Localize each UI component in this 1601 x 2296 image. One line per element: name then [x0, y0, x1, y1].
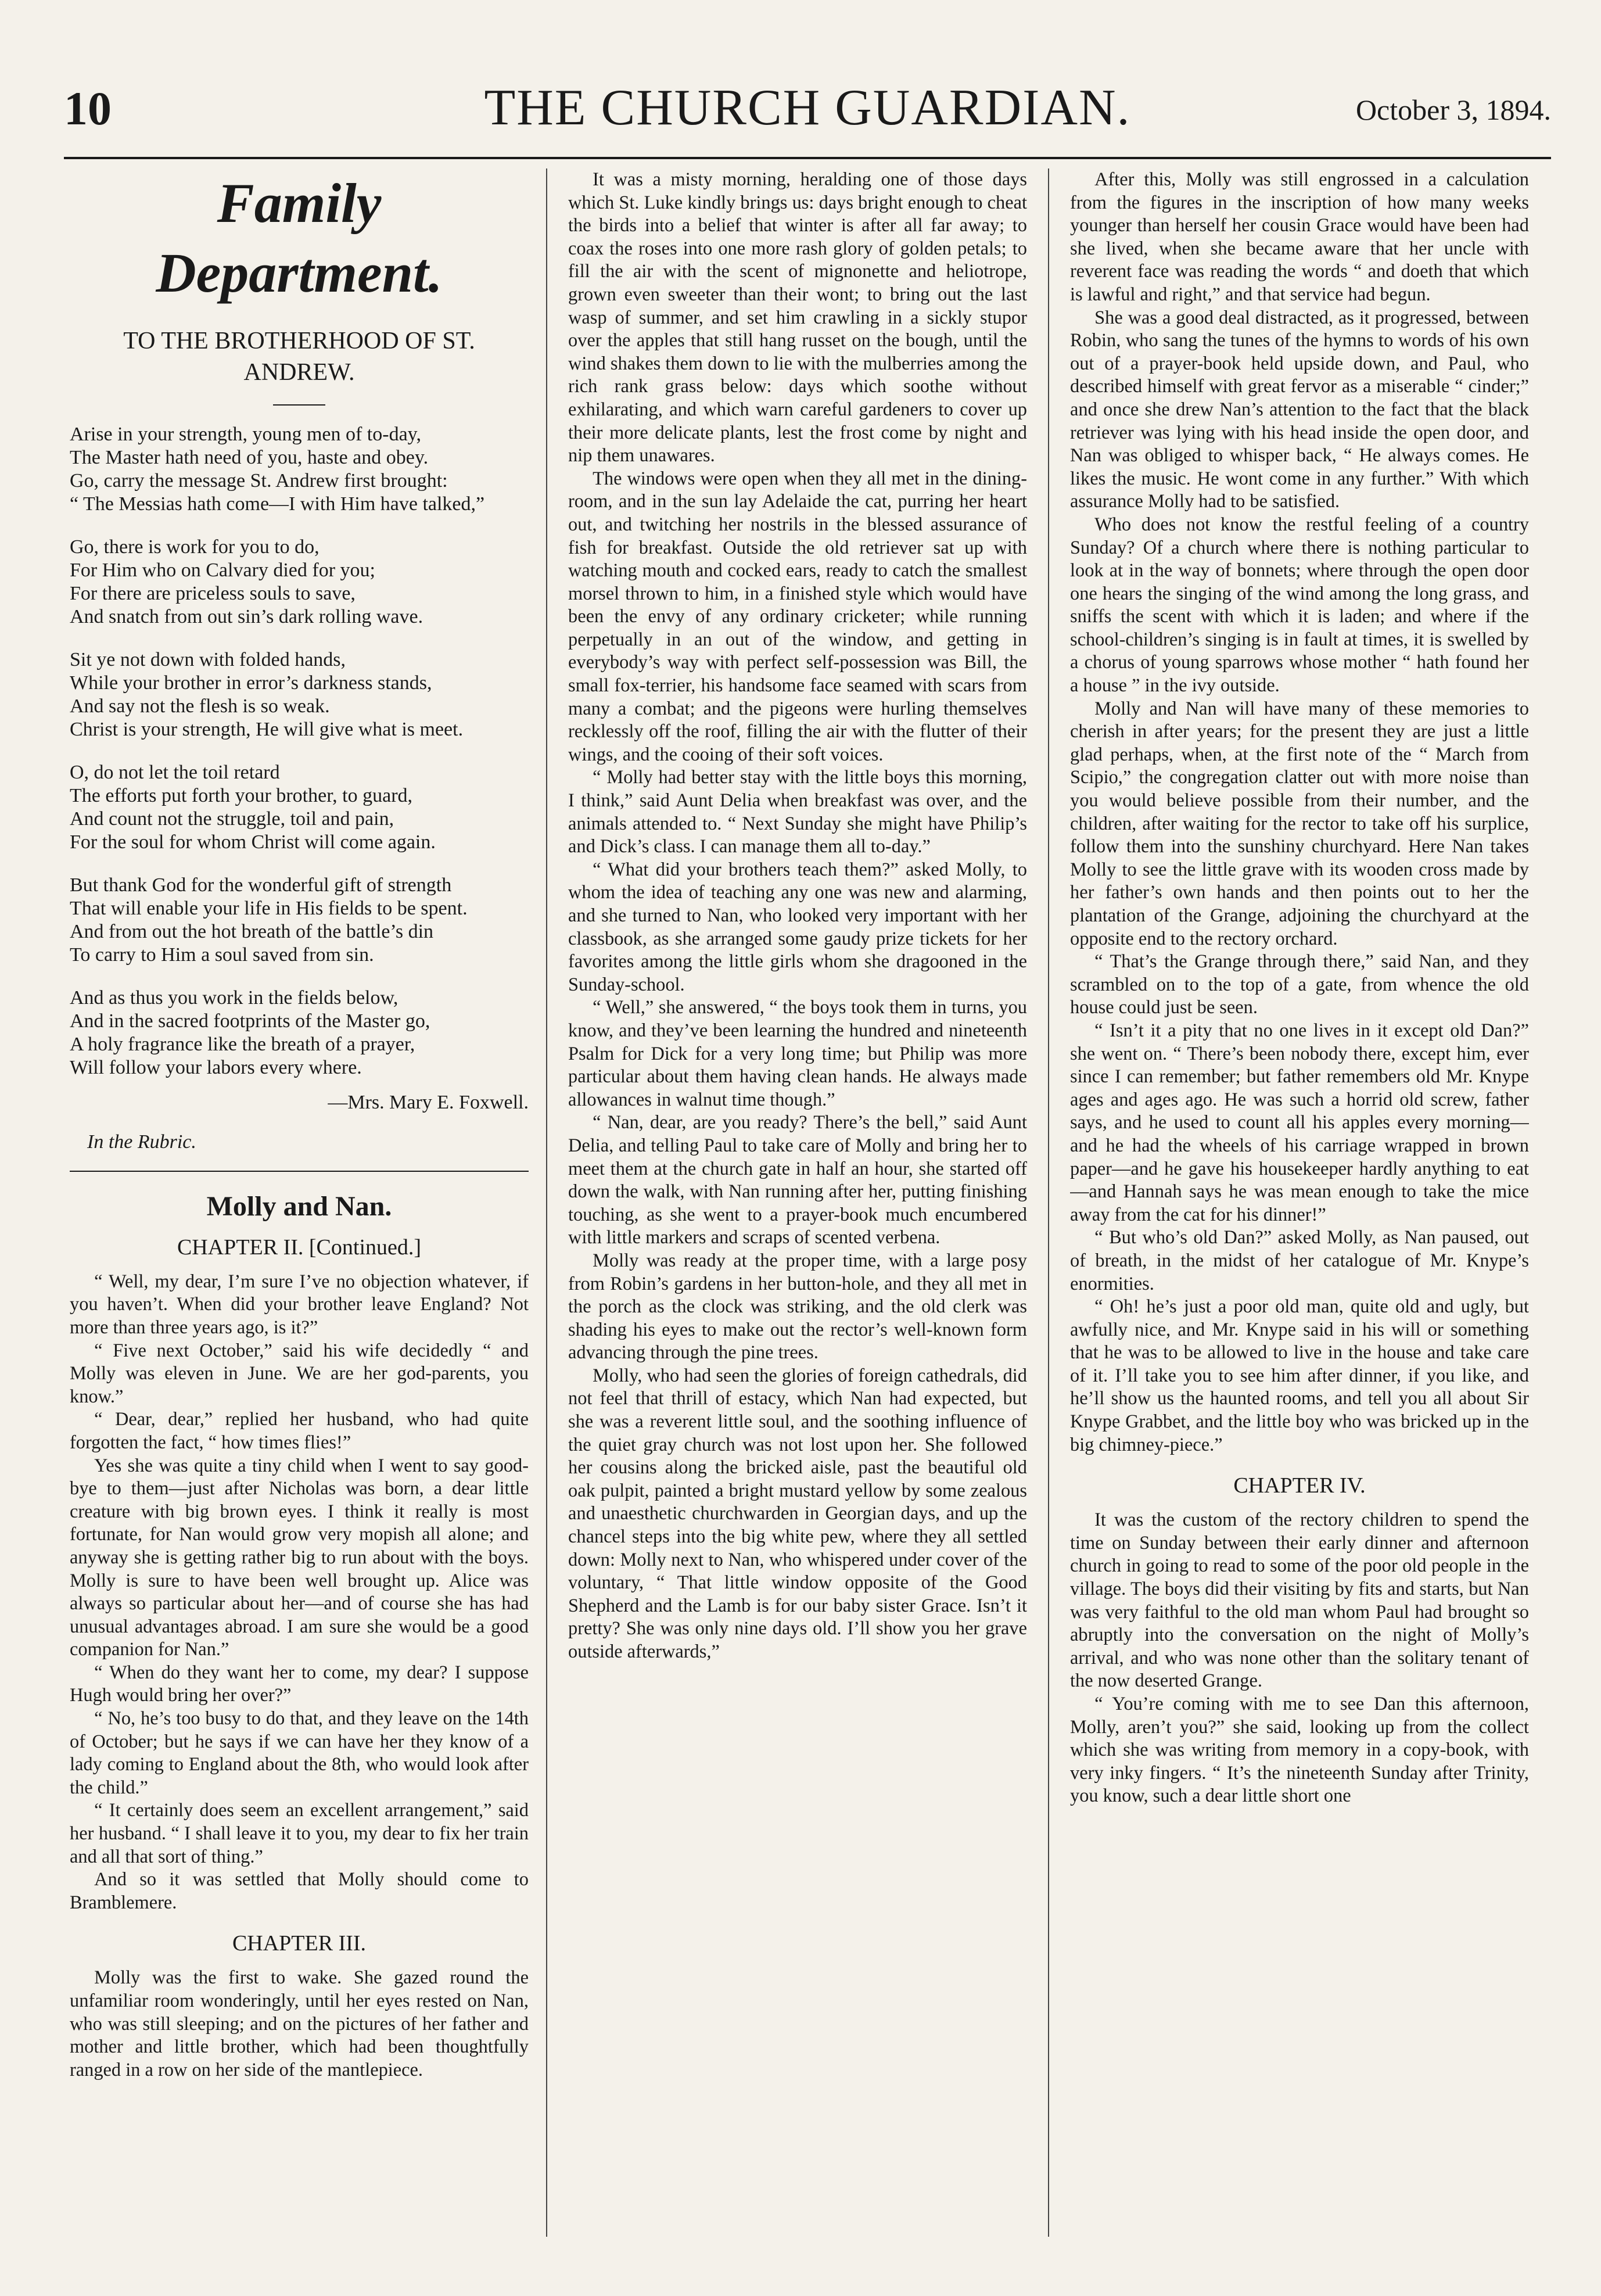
- paragraph: Molly was ready at the proper time, with a large posy from Robin’s gardens in her button-hole, and they all met in the porch as the clock was striking, and the old clerk was shading his eyes to make out the rector’s well-known form advancing through the pine trees.: [568, 1250, 1027, 1364]
- poem-line: That will enable your life in His fields to be spent.: [70, 898, 468, 919]
- issue-date: October 3, 1894.: [1355, 94, 1551, 126]
- divider: [273, 404, 325, 406]
- poem-line: But thank God for the wonderful gift of strength: [70, 874, 452, 896]
- paragraph: “ No, he’s too busy to do that, and they leave on the 14th of October; but he says if we can have her they know of a lady coming to England about the 8th, who would look after the child.”: [70, 1708, 529, 1798]
- paragraph: The windows were open when they all met in the dining-room, and in the sun lay Adelaide the cat, purring her heart out, and twitching her nostrils in the blessed assurance of fish for breakfast. Outside the old retriever sat up with watching mouth and cocked ears, ready to catch the smallest morsel thrown to him, in a finished style which would have been the envy of any ordinary cricketer; while running perpetually in an out of the window, and getting in everybody’s way with perfect self-possession was Bill, the small fox-terrier, his handsome face seamed with scars from many a combat; and the pigeons were hurling themselves recklessly off the roof, filling the air with the flutter of their wings, and the cooing of their soft voices.: [568, 468, 1027, 765]
- poem-line: “ The Messias hath come—I with Him have talked,”: [70, 493, 485, 515]
- page-number: 10: [64, 82, 112, 135]
- column-3: [1070, 168, 1529, 2260]
- paragraph: “ Five next October,” said his wife decidedly “ and Molly was eleven in June. We are her god-parents, you know.”: [70, 1340, 529, 1407]
- chapter-heading: CHAPTER III.: [232, 1931, 367, 1956]
- poem-stanza: [70, 761, 529, 854]
- paragraph: Molly, who had seen the glories of foreign cathedrals, did not feel that thrill of estacy, which Nan had expected, but she was a reverent little soul, and the soothing influence of the quiet gray church was not lost upon her. She followed her cousins along the bricked aisle, past the beautiful old oak pulpit, painted a bright mustard yellow by some zealous and unaesthetic churchwarden in Georgian days, and up the chancel steps into the big white pew, where they all settled down: Molly next to Nan, who whispered under cover of the voluntary, “ That little window opposite of the Good Shepherd and the Lamb is for our baby sister Grace. Isn’t it pretty? She was only nine days old. I’ll show you her grave outside afterwards,”: [568, 1365, 1027, 1662]
- paragraph: After this, Molly was still engrossed in a calculation from the figures in the inscription of how many weeks younger than herself her cousin Grace would have been had she lived, when she became aware that her uncle with reverent face was reading the words “ and doeth that which is lawful and right,” and that service had begun.: [1070, 169, 1529, 305]
- poem-line: The efforts put forth your brother, to guard,: [70, 785, 413, 806]
- poem-line: And from out the hot breath of the battle’s din: [70, 921, 434, 942]
- poem-line: Christ is your strength, He will give what is meet.: [70, 719, 464, 740]
- poem-body: [70, 423, 529, 1079]
- chapter-4-text: [1070, 1509, 1529, 1808]
- poem-line: O, do not let the toil retard: [70, 762, 280, 783]
- paragraph: It was a misty morning, heralding one of those days which St. Luke kindly brings us: days bright enough to cheat the birds into a belief that winter is after all far away; to coax the roses into one more rash glory of golden petals; to fill the air with the scent of mignonette and heliotrope, grown even sweeter than their wont; to bring out the last wasp of summer, and set him crawling in a sickly stupor over the apples that still hang russet on the bough, until the wind shakes them down to lie with the mulberries among the rich rank grass below: days which soothe without exhilarating, and which warn careful gardeners to cover up their more delicate plants, lest the frost come by night and nip them unawares.: [568, 169, 1027, 467]
- poem-line: To carry to Him a soul saved from sin.: [70, 944, 374, 966]
- poem-line: And say not the flesh is so weak.: [70, 695, 330, 717]
- poem-line: A holy fragrance like the breath of a prayer,: [70, 1034, 415, 1055]
- paragraph: Molly was the first to wake. She gazed round the unfamiliar room wonderingly, until her eyes rested on Nan, who was still sleeping; and on the pictures of her father and mother and little brother, which had been thoughtfully ranged in a row on her side of the mantlepiece.: [70, 1967, 529, 2080]
- poem-line: For there are priceless souls to save,: [70, 583, 356, 604]
- poem-stanza: [70, 874, 529, 967]
- poem-line: Go, carry the message St. Andrew first brought:: [70, 470, 448, 492]
- paragraph: “ When do they want her to come, my dear? I suppose Hugh would bring her over?”: [70, 1662, 529, 1706]
- column-divider: [1048, 168, 1049, 2237]
- paragraph: “ It certainly does seem an excellent arrangement,” said her husband. “ I shall leave it to you, my dear to fix her train and all that sort of thing.”: [70, 1800, 529, 1867]
- poem-line: The Master hath need of you, haste and obey.: [70, 447, 429, 468]
- poem-source: In the Rubric.: [87, 1131, 196, 1153]
- paragraph: “ That’s the Grange through there,” said Nan, and they scrambled on to the top of a gate, from whence the old house could just be seen.: [1070, 951, 1529, 1018]
- paragraph: She was a good deal distracted, as it progressed, between Robin, who sang the tunes of the hymns to words of his own out of a prayer-book held upside down, and Paul, who described himself with great fervor as a miserable “ cinder;” and once she drew Nan’s attention to the fact that the black retriever was lying with his head inside the open door, and Nan was obliged to whisper back, “ He always comes. He likes the music. He wont come in any further.” With which assurance Molly had to be satisfied.: [1070, 307, 1529, 512]
- paragraph: “ Nan, dear, are you ready? There’s the bell,” said Aunt Delia, and telling Paul to take care of Molly and bring her to meet them at the church gate in half an hour, she started off down the walk, with Nan running after her, putting finishing touching, as she went to a prayer-book much encumbered with little markers and scraps of scented verbena.: [568, 1112, 1027, 1249]
- column-divider: [546, 168, 547, 2237]
- poem-line: While your brother in error’s darkness stands,: [70, 672, 432, 694]
- chapter-3-text-continued: [568, 168, 1027, 1664]
- poem-line: Will follow your labors every where.: [70, 1057, 362, 1078]
- chapter-3-text-continued: [1070, 168, 1529, 1456]
- newspaper-title: THE CHURCH GUARDIAN.: [484, 80, 1131, 136]
- paragraph: “ Isn’t it a pity that no one lives in it except old Dan?” she went on. “ There’s been nobody there, except him, ever since I can remember; but father remembers old Mr. Knype ages and ages ago. He was such a horrid old screw, father says, and he used to count all his apples every morning—and he had the wheels of his carriage wrapped in brown paper—and he gave his housekeeper hardly anything to eat—and Hannah says he was mean enough to take the mice away from the cat for his dinner!”: [1070, 1020, 1529, 1225]
- paragraph: And so it was settled that Molly should come to Bramblemere.: [70, 1869, 529, 1913]
- paragraph: Who does not know the restful feeling of a country Sunday? Of a church where there is nothing particular to look at in the way of bonnets; where through the open door one hears the singing of the wind among the long grass, and sniffs the scent with which it is laden; and where if the school-children’s singing is in fault at times, it is swelled by a chorus of young sparrows whose mother “ hath found her a house ” in the ivy outside.: [1070, 514, 1529, 697]
- paragraph: “ You’re coming with me to see Dan this afternoon, Molly, aren’t you?” she said, looking up from the collect which she was writing from memory in a copy-book, with very inky fingers. “ It’s the nineteenth Sunday after Trinity, you know, such a dear little short one: [1070, 1694, 1529, 1807]
- poem-stanza: [70, 986, 529, 1079]
- column-2: [568, 168, 1027, 2260]
- paragraph: “ But who’s old Dan?” asked Molly, as Nan paused, out of breath, in the midst of her catalogue of Mr. Knype’s enormities.: [1070, 1227, 1529, 1294]
- department-heading: Family Department.: [156, 172, 443, 304]
- poem-line: And count not the struggle, toil and pain,: [70, 808, 394, 830]
- chapter-2-text: [70, 1271, 529, 1915]
- poem-line: And in the sacred footprints of the Master go,: [70, 1010, 430, 1032]
- masthead: [64, 70, 1551, 159]
- poem-line: And snatch from out sin’s dark rolling wave.: [70, 606, 423, 627]
- paragraph: “ Oh! he’s just a poor old man, quite old and ugly, but awfully nice, and Mr. Knype said in his will or something that he was to be allowed to live in the house and take care of it. I’ll take you to see him after dinner, if you like, and he’ll show us the haunted rooms, and tell you all about Sir Knype Grabbet, and the little boy who was bricked up in the big chimney-piece.”: [1070, 1296, 1529, 1455]
- poem-line: And as thus you work in the fields below,: [70, 987, 399, 1009]
- poem-line: For Him who on Calvary died for you;: [70, 559, 375, 581]
- poem-title: TO THE BROTHERHOOD OF ST. ANDREW.: [123, 328, 475, 386]
- poem-stanza: [70, 536, 529, 629]
- poem-stanza: [70, 648, 529, 741]
- poem-stanza: [70, 423, 529, 516]
- poem-line: For the soul for whom Christ will come again.: [70, 831, 436, 853]
- poem-line: Go, there is work for you to do,: [70, 536, 320, 558]
- paragraph: “ What did your brothers teach them?” asked Molly, to whom the idea of teaching any one was new and alarming, and she turned to Nan, who looked very important with her classbook, as she arranged some gaudy prize tickets for her favorites among the little girls whom she dragooned in the Sunday-school.: [568, 859, 1027, 995]
- chapter-heading: CHAPTER IV.: [1233, 1473, 1366, 1498]
- paragraph: It was the custom of the rectory children to spend the time on Sunday between their early dinner and afternoon church in going to read to some of the poor old people in the village. The boys did their visiting by fits and starts, but Nan was very faithful to the old man whom Paul had brought so abruptly into the conversation on the night of Molly’s arrival, and who was none other than the solitary tenant of the now deserted Grange.: [1070, 1509, 1529, 1692]
- paragraph: Yes she was quite a tiny child when I went to say good-bye to them—just after Nicholas was born, a dear little creature with big brown eyes. I think it really is most fortunate, for Nan would grow very mopish all alone; and anyway she is getting rather big to run about with the boys. Molly is sure to have been well brought up. Alice was always so particular about her—and of course she has had unusual advantages abroad. I am sure she would be a good companion for Nan.”: [70, 1455, 529, 1660]
- poem-line: Sit ye not down with folded hands,: [70, 649, 346, 670]
- story-title: Molly and Nan.: [206, 1191, 392, 1222]
- paragraph: “ Well, my dear, I’m sure I’ve no objection whatever, if you haven’t. When did your brother leave England? Not more than three years ago, is it?”: [70, 1271, 529, 1338]
- chapter-3-text: [70, 1967, 529, 2082]
- divider: [70, 1171, 529, 1172]
- paragraph: “ Well,” she answered, “ the boys took them in turns, you know, and they’ve been learning the hundred and nineteenth Psalm for Dick for a very long time; but Philip was more particular about them having clean hands. He always made allowances in walnut time though.”: [568, 997, 1027, 1110]
- paragraph: “ Molly had better stay with the little boys this morning, I think,” said Aunt Delia when breakfast was over, and the animals attended to. “ Next Sunday she might have Philip’s and Dick’s class. I can manage them all to-day.”: [568, 767, 1027, 858]
- poem-line: Arise in your strength, young men of to-day,: [70, 424, 421, 445]
- column-1: [70, 168, 529, 2260]
- paragraph: “ Dear, dear,” replied her husband, who had quite forgotten the fact, “ how times flies!”: [70, 1409, 529, 1453]
- poem-author: —Mrs. Mary E. Foxwell.: [328, 1092, 529, 1113]
- paragraph: Molly and Nan will have many of these memories to cherish in after years; for the present they are just a little glad perhaps, when, at the first note of the “ March from Scipio,” the congregation clatter out with more noise than you would believe possible from their number, and the children, after waiting for the rector to take off his surplice, follow them into the sunshiny churchyard. Here Nan takes Molly to see the little grave with its wooden cross made by her father’s own hands and then points out to her the plantation of the Grange, adjoining the churchyard at the opposite end to the rectory orchard.: [1070, 698, 1529, 949]
- chapter-heading: CHAPTER II. [Continued.]: [177, 1235, 422, 1260]
